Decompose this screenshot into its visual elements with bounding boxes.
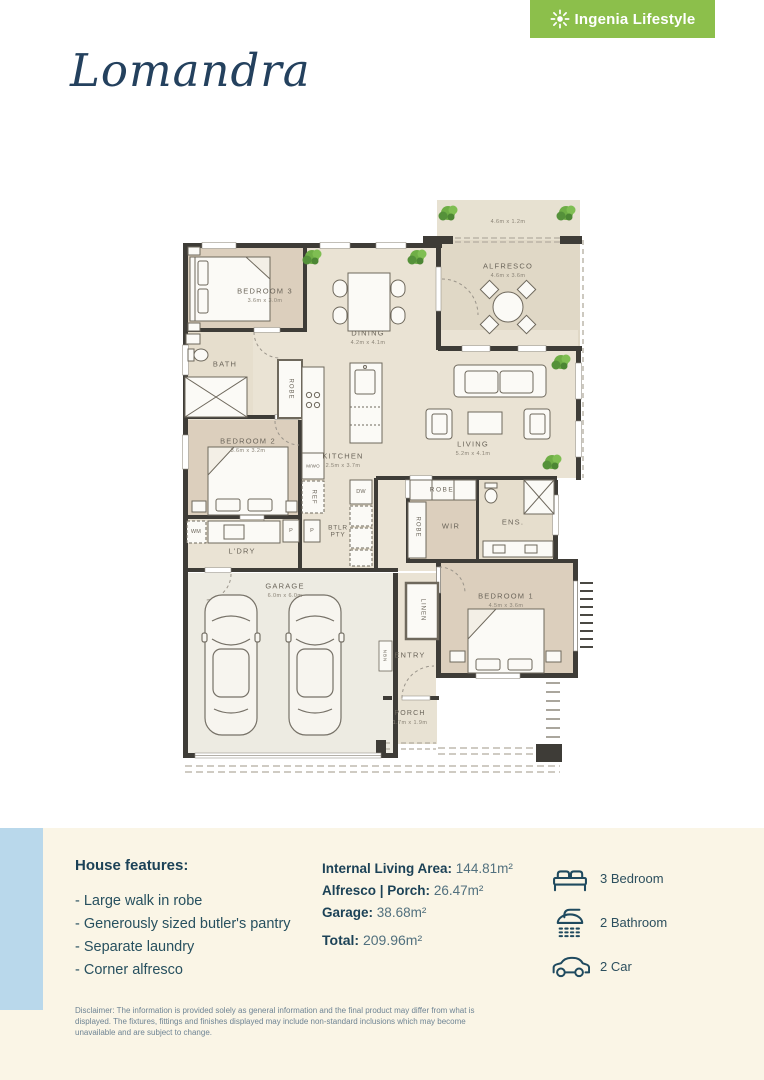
room-dims-living: 5.2m x 4.1m — [455, 450, 491, 457]
feature-item: - Large walk in robe — [75, 893, 203, 909]
stat-bathrooms — [548, 900, 718, 944]
page-title: Lomandra — [70, 44, 311, 97]
fixture-label-dw: DW — [356, 488, 366, 495]
room-label-btlr-pty: BTLR PTY — [328, 524, 348, 539]
area-row-garage: Garage: 38.68m² — [322, 905, 427, 920]
stat-label: 2 Bathroom — [600, 914, 668, 930]
room-label-bath: BATH — [212, 359, 238, 369]
room-label-alfresco: ALFRESCO — [482, 261, 534, 271]
stat-label: 2 Car — [600, 958, 632, 974]
fixture-label-nbn: NBN — [382, 649, 388, 663]
room-label-entry: ENTRY — [394, 650, 426, 660]
room-label-porch: PORCH — [394, 709, 426, 717]
room-label-robe-wir: ROBE — [414, 516, 421, 538]
room-label-garden-dims: 4.6m x 1.2m — [490, 218, 526, 225]
fixture-label-ref: REF — [310, 489, 317, 505]
room-label-bedroom3: BEDROOM 3 — [237, 286, 293, 296]
features-heading: House features: — [75, 857, 189, 874]
room-label-bedroom2: BEDROOM 2 — [220, 436, 276, 446]
brand-name: Ingenia Lifestyle — [574, 10, 696, 28]
room-dims-kitchen: 2.5m x 3.7m — [325, 462, 361, 469]
features-list — [75, 890, 315, 982]
room-label-kitchen: KITCHEN — [322, 451, 364, 461]
room-dims-bedroom2: 3.6m x 3.2m — [230, 447, 266, 454]
fixture-label-mwo: M/WO — [306, 463, 320, 469]
fixture-label-wm: WM — [190, 528, 202, 535]
area-summary — [322, 858, 542, 951]
room-dims-alfresco: 4.6m x 3.6m — [490, 272, 526, 279]
room-dims-garage: 6.0m x 6.0m — [267, 592, 303, 599]
sun-logo-icon — [550, 9, 570, 29]
stat-label: 3 Bedroom — [600, 870, 664, 886]
room-label-linen: LINEN — [419, 598, 426, 622]
feature-item: - Separate laundry — [75, 939, 195, 955]
room-label-ldry: L'DRY — [228, 546, 256, 556]
house-features — [75, 857, 315, 982]
shower-icon — [548, 904, 592, 940]
floor-plan-geometry — [180, 195, 600, 795]
floor-plan — [180, 195, 600, 795]
fixture-label-p1: P — [289, 527, 293, 534]
room-dims-bedroom1: 4.5m x 3.6m — [488, 602, 524, 609]
room-dims-bedroom3: 3.6m x 3.0m — [247, 297, 283, 304]
room-label-living: LIVING — [457, 439, 489, 449]
room-label-dining: DINING — [351, 328, 385, 338]
room-label-robe-band: ROBE — [429, 486, 455, 494]
stat-bedrooms — [548, 856, 718, 900]
room-label-robe3: ROBE — [287, 378, 294, 400]
room-dims-porch: 1.7m x 1.9m — [392, 719, 428, 726]
area-row-total: Total: 209.96m² — [322, 932, 423, 948]
stat-icons — [548, 856, 718, 988]
room-label-wir: WIR — [441, 521, 461, 531]
brand-badge — [530, 0, 715, 38]
feature-item: - Generously sized butler's pantry — [75, 916, 291, 932]
area-row-internal: Internal Living Area: 144.81m² — [322, 861, 513, 876]
bed-icon — [548, 863, 592, 893]
room-label-garage: GARAGE — [265, 581, 305, 591]
room-label-ens: ENS. — [501, 517, 525, 527]
area-row-alfresco-porch: Alfresco | Porch: 26.47m² — [322, 883, 484, 898]
fixture-label-p2: P — [310, 527, 314, 534]
room-dims-dining: 4.2m x 4.1m — [350, 339, 386, 346]
feature-item: - Corner alfresco — [75, 962, 183, 978]
stat-cars — [548, 944, 718, 988]
car-icon — [548, 953, 592, 979]
room-label-bedroom1: BEDROOM 1 — [478, 591, 534, 601]
disclaimer-text: Disclaimer: The information is provided solely as general information and the final product may differ from what is displayed. The fixtures, fittings and finishes displayed may include non-standard inclusions which may become unavailable and are subject to change. — [75, 1006, 475, 1037]
blue-accent-bar — [0, 828, 43, 1010]
